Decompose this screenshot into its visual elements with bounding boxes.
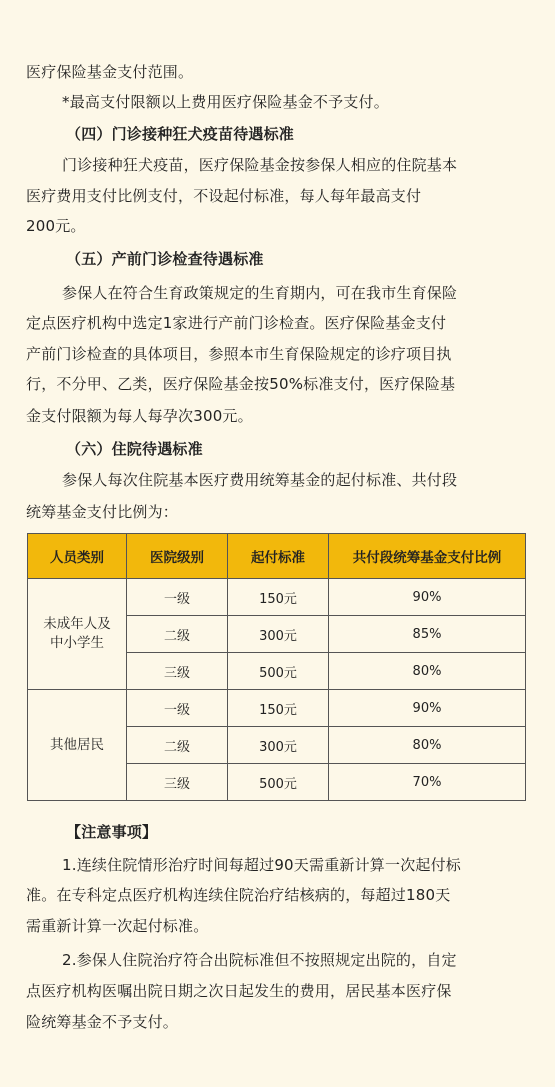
table-header-row (28, 534, 526, 579)
deductible-cell: 150元 (228, 690, 329, 727)
notice-line: 准。在专科定点医疗机构连续住院治疗结核病的，每超过180天 (26, 886, 451, 904)
deductible-cell: 150元 (228, 579, 329, 616)
hospital-level-cell: 二级 (127, 727, 228, 764)
paragraph-line: 医疗费用支付比例支付，不设起付标准，每人每年最高支付 (26, 187, 422, 205)
ratio-cell: 80% (329, 653, 526, 690)
paragraph-line: 参保人每次住院基本医疗费用统筹基金的起付标准、共付段 (62, 471, 458, 489)
hospital-level-cell: 二级 (127, 616, 228, 653)
ratio-cell: 90% (329, 690, 526, 727)
table-row (28, 690, 526, 727)
column-header: 共付段统筹基金支付比例 (329, 534, 526, 579)
section-heading-5: （五）产前门诊检查待遇标准 (66, 250, 264, 268)
hospital-level-cell: 一级 (127, 690, 228, 727)
hospital-level-cell: 三级 (127, 764, 228, 801)
deductible-cell: 300元 (228, 727, 329, 764)
deductible-cell: 300元 (228, 616, 329, 653)
notice-line: 险统筹基金不予支付。 (26, 1013, 179, 1031)
category-label-line: 未成年人及 (43, 616, 111, 632)
paragraph-line: 产前门诊检查的具体项目，参照本市生育保险规定的诊疗项目执 (26, 345, 452, 363)
notice-line: 点医疗机构医嘱出院日期之次日起发生的费用，居民基本医疗保 (26, 982, 452, 1000)
category-label-line: 中小学生 (50, 635, 104, 651)
deductible-cell: 500元 (228, 653, 329, 690)
ratio-cell: 80% (329, 727, 526, 764)
paragraph-line: 统筹基金支付比例为： (26, 503, 179, 521)
hospital-level-cell: 三级 (127, 653, 228, 690)
paragraph-line: *最高支付限额以上费用医疗保险基金不予支付。 (62, 93, 389, 111)
ratio-cell: 90% (329, 579, 526, 616)
paragraph-line: 200元。 (26, 217, 86, 235)
hospital-level-cell: 一级 (127, 579, 228, 616)
paragraph-line: 金支付限额为每人每孕次300元。 (26, 407, 253, 425)
notice-line: 需重新计算一次起付标准。 (26, 917, 209, 935)
notice-title: 【注意事项】 (66, 823, 158, 841)
section-heading-4: （四）门诊接种狂犬疫苗待遇标准 (66, 125, 295, 143)
paragraph-line: 行，不分甲、乙类，医疗保险基金按50%标准支付，医疗保险基 (26, 375, 456, 393)
notice-line: 2.参保人住院治疗符合出院标准但不按照规定出院的，自定 (62, 951, 457, 969)
section-heading-6: （六）住院待遇标准 (66, 440, 203, 458)
person-category-cell (28, 579, 127, 690)
person-category-cell: 其他居民 (28, 690, 127, 801)
paragraph-line: 门诊接种狂犬疫苗，医疗保险基金按参保人相应的住院基本 (62, 156, 458, 174)
paragraph-line: 参保人在符合生育政策规定的生育期内，可在我市生育保险 (62, 284, 458, 302)
paragraph-line: 定点医疗机构中选定1家进行产前门诊检查。医疗保险基金支付 (26, 314, 447, 332)
table-row (28, 579, 526, 616)
column-header: 人员类别 (28, 534, 127, 579)
ratio-cell: 85% (329, 616, 526, 653)
deductible-cell: 500元 (228, 764, 329, 801)
column-header: 起付标准 (228, 534, 329, 579)
hospitalization-rate-table (27, 533, 526, 801)
paragraph-line: 医疗保险基金支付范围。 (26, 63, 194, 81)
notice-line: 1.连续住院情形治疗时间每超过90天需重新计算一次起付标 (62, 856, 462, 874)
column-header: 医院级别 (127, 534, 228, 579)
ratio-cell: 70% (329, 764, 526, 801)
